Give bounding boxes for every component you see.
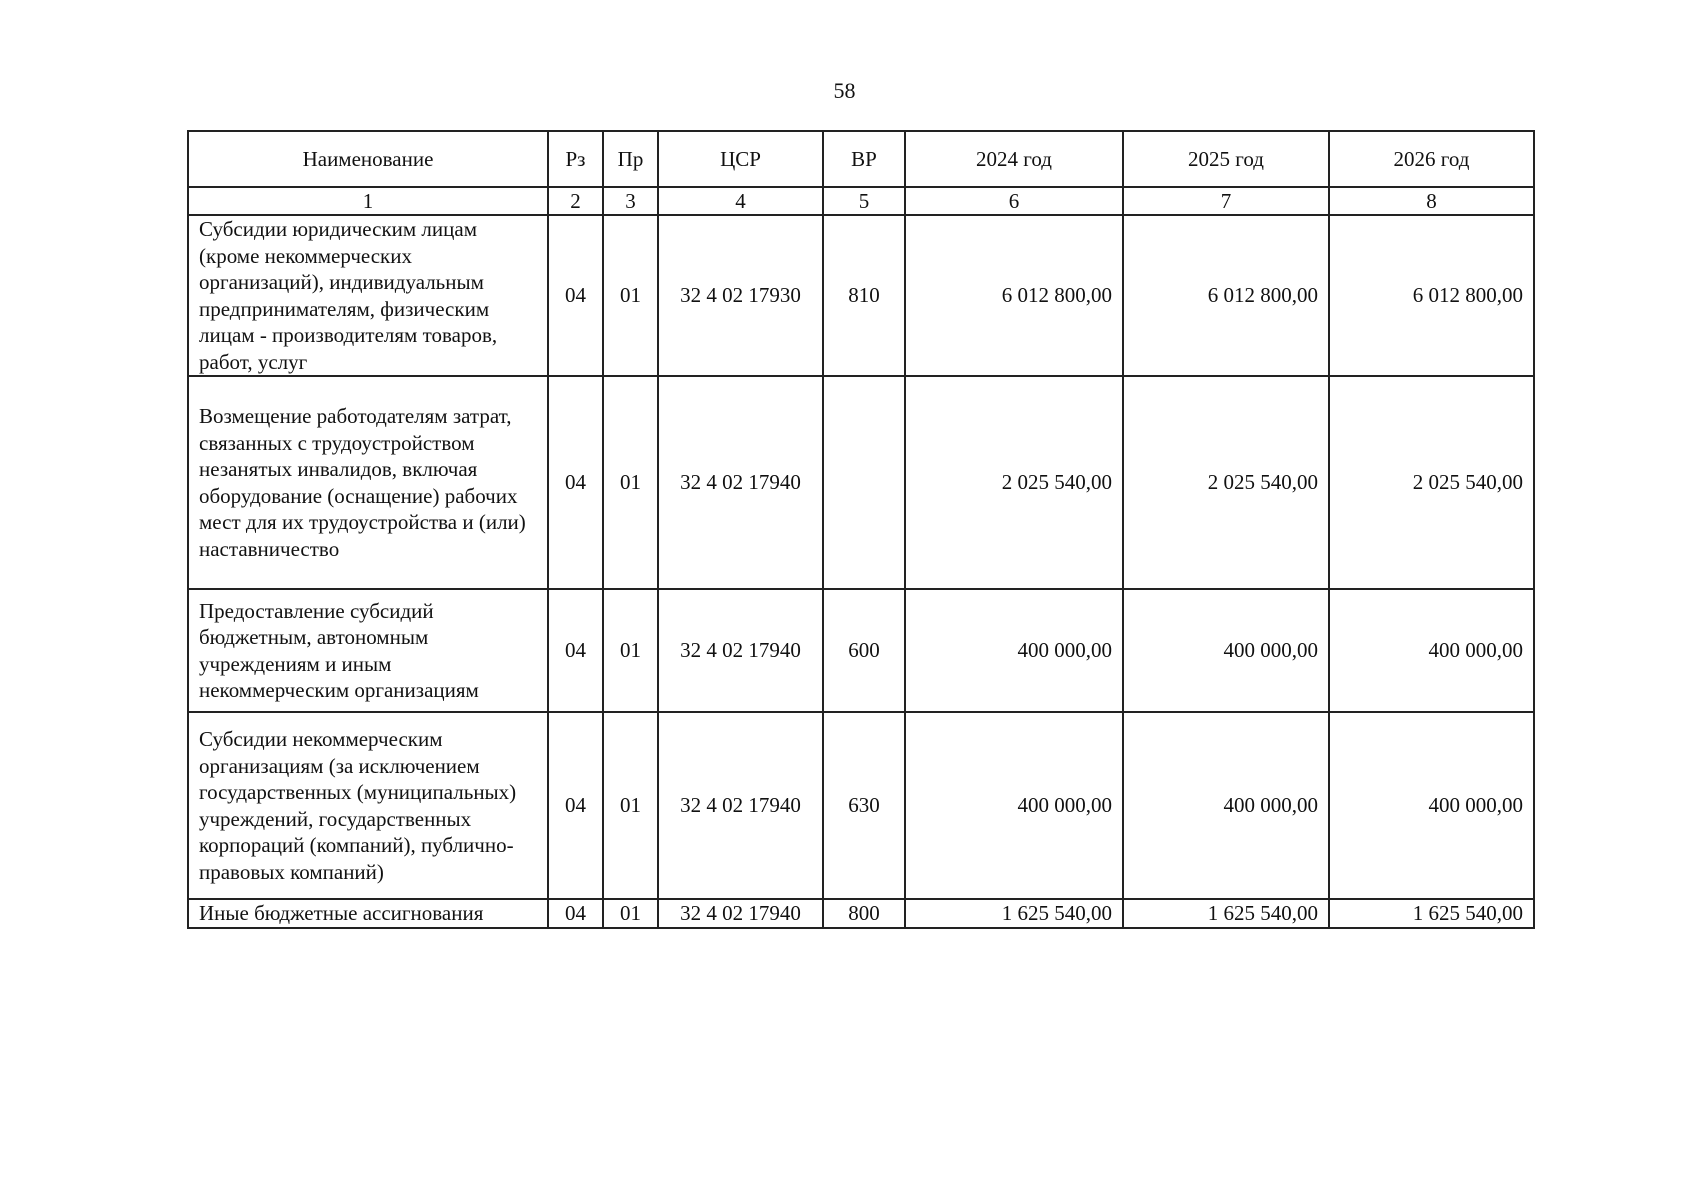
row-2026: 400 000,00: [1329, 589, 1534, 712]
header-vr: ВР: [823, 131, 905, 187]
header-pr: Пр: [603, 131, 658, 187]
row-name: Возмещение работодателям затрат, связанных с трудоустройством незанятых инвалидов, включая оборудование (оснащение) рабочих мест для их трудоустройства и (или) наставничество: [188, 376, 548, 589]
row-2025: 400 000,00: [1123, 712, 1329, 899]
row-csr: 32 4 02 17940: [658, 589, 823, 712]
row-2024: 400 000,00: [905, 589, 1123, 712]
row-2025: 400 000,00: [1123, 589, 1329, 712]
row-vr: [823, 376, 905, 589]
column-index-row: [188, 187, 1534, 215]
row-2026: 6 012 800,00: [1329, 215, 1534, 376]
row-vr: 800: [823, 899, 905, 928]
row-pr: 01: [603, 215, 658, 376]
row-rz: 04: [548, 899, 603, 928]
row-csr: 32 4 02 17940: [658, 712, 823, 899]
header-2026: 2026 год: [1329, 131, 1534, 187]
row-2024: 1 625 540,00: [905, 899, 1123, 928]
row-pr: 01: [603, 712, 658, 899]
table-row: [188, 712, 1534, 899]
row-2024: 6 012 800,00: [905, 215, 1123, 376]
column-index: 1: [188, 187, 548, 215]
row-name: Субсидии юридическим лицам (кроме некоммерческих организаций), индивидуальным предпринимателям, физическим лицам - производителям товаров, работ, услуг: [188, 215, 548, 376]
row-csr: 32 4 02 17930: [658, 215, 823, 376]
row-2025: 2 025 540,00: [1123, 376, 1329, 589]
row-csr: 32 4 02 17940: [658, 899, 823, 928]
column-index: 2: [548, 187, 603, 215]
column-index: 5: [823, 187, 905, 215]
row-2025: 6 012 800,00: [1123, 215, 1329, 376]
row-rz: 04: [548, 215, 603, 376]
row-name: Иные бюджетные ассигнования: [188, 899, 548, 928]
table-row: [188, 899, 1534, 928]
row-vr: 600: [823, 589, 905, 712]
row-2026: 2 025 540,00: [1329, 376, 1534, 589]
column-index: 4: [658, 187, 823, 215]
table-row: [188, 589, 1534, 712]
page-number: 58: [833, 78, 856, 103]
row-rz: 04: [548, 712, 603, 899]
row-pr: 01: [603, 589, 658, 712]
table-row: [188, 215, 1534, 376]
table-row: [188, 376, 1534, 589]
row-name: Предоставление субсидий бюджетным, автономным учреждениям и иным некоммерческим организациям: [188, 589, 548, 712]
row-2024: 400 000,00: [905, 712, 1123, 899]
header-2025: 2025 год: [1123, 131, 1329, 187]
row-pr: 01: [603, 376, 658, 589]
row-2025: 1 625 540,00: [1123, 899, 1329, 928]
row-pr: 01: [603, 899, 658, 928]
row-vr: 810: [823, 215, 905, 376]
row-rz: 04: [548, 589, 603, 712]
column-index: 3: [603, 187, 658, 215]
row-name: Субсидии некоммерческим организациям (за исключением государственных (муниципальных) учреждений, государственных корпораций (компаний), публично-правовых компаний): [188, 712, 548, 899]
row-2026: 1 625 540,00: [1329, 899, 1534, 928]
header-2024: 2024 год: [905, 131, 1123, 187]
row-2024: 2 025 540,00: [905, 376, 1123, 589]
budget-table: [187, 130, 1535, 929]
column-index: 6: [905, 187, 1123, 215]
header-csr: ЦСР: [658, 131, 823, 187]
header-row: [188, 131, 1534, 187]
header-name: Наименование: [188, 131, 548, 187]
header-rz: Рз: [548, 131, 603, 187]
row-rz: 04: [548, 376, 603, 589]
column-index: 8: [1329, 187, 1534, 215]
column-index: 7: [1123, 187, 1329, 215]
row-2026: 400 000,00: [1329, 712, 1534, 899]
row-csr: 32 4 02 17940: [658, 376, 823, 589]
row-vr: 630: [823, 712, 905, 899]
